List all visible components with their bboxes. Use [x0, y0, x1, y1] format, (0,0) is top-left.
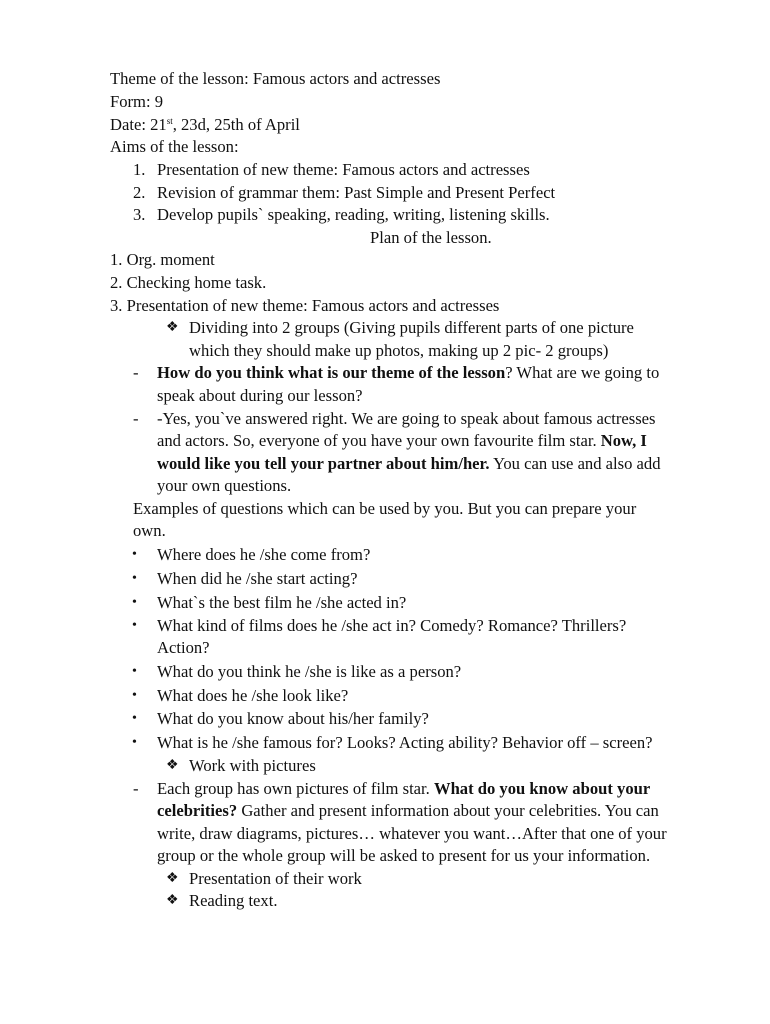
activity-item-continued: which they should make up photos, making up 2 pic- 2 groups) — [189, 341, 609, 360]
diamond-bullet-icon: ❖ — [166, 758, 179, 773]
aim-item: Presentation of new theme: Famous actors and actresses — [157, 160, 530, 179]
question-item-continued: Action? — [157, 638, 210, 657]
plan-step: 3. Presentation of new theme: Famous actors and actresses — [110, 296, 500, 315]
examples-intro: Examples of questions which can be used by you. But you can prepare your — [133, 499, 637, 518]
question-item: What kind of films does he /she act in? Comedy? Romance? Thrillers? — [157, 616, 627, 635]
group-task-line: Each group has own pictures of film star. What do you know about your — [157, 779, 651, 798]
dialog-line: your own questions. — [157, 476, 292, 495]
activity-item: Reading text. — [189, 891, 278, 910]
bullet-icon: • — [132, 711, 137, 726]
activity-item: Presentation of their work — [189, 869, 362, 888]
diamond-bullet-icon: ❖ — [166, 871, 179, 886]
bullet-icon: • — [132, 595, 137, 610]
aims-label: Aims of the lesson: — [110, 137, 239, 156]
bullet-icon: • — [132, 664, 137, 679]
activity-item: Dividing into 2 groups (Giving pupils different parts of one picture — [189, 318, 634, 337]
activity-item: Work with pictures — [189, 756, 316, 775]
dialog-line: How do you think what is our theme of the lesson? What are we going to — [157, 363, 660, 382]
question-item: What does he /she look like? — [157, 686, 349, 705]
aim-item: Revision of grammar them: Past Simple and Present Perfect — [157, 183, 556, 202]
form-line: Form: 9 — [110, 92, 164, 111]
dialog-line: would like you tell your partner about him/her. You can use and also add — [157, 454, 661, 473]
date-line: Date: 21st, 23d, 25th of April — [110, 115, 300, 134]
aim-number: 3. — [133, 205, 146, 224]
question-item: What do you know about his/her family? — [157, 709, 429, 728]
question-item: What is he /she famous for? Looks? Acting ability? Behavior off – screen? — [157, 733, 653, 752]
dash-bullet-icon: - — [133, 779, 139, 798]
group-task-line: write, draw diagrams, pictures… whatever you want…After that one of your — [157, 824, 667, 843]
examples-intro: own. — [133, 521, 166, 540]
plan-step: 2. Checking home task. — [110, 273, 267, 292]
dialog-line: -Yes, you`ve answered right. We are going to speak about famous actresses — [157, 409, 656, 428]
plan-title: Plan of the lesson. — [370, 228, 492, 247]
group-task-line: celebrities? Gather and present information about your celebrities. You can — [157, 801, 659, 820]
diamond-bullet-icon: ❖ — [166, 893, 179, 908]
bullet-icon: • — [132, 618, 137, 633]
question-item: What`s the best film he /she acted in? — [157, 593, 407, 612]
dialog-line: and actors. So, everyone of you have your own favourite film star. Now, I — [157, 431, 647, 450]
bullet-icon: • — [132, 571, 137, 586]
plan-step: 1. Org. moment — [110, 250, 215, 269]
diamond-bullet-icon: ❖ — [166, 320, 179, 335]
dash-bullet-icon: - — [133, 363, 139, 382]
bullet-icon: • — [132, 688, 137, 703]
aim-number: 2. — [133, 183, 146, 202]
question-item: Where does he /she come from? — [157, 545, 371, 564]
dash-bullet-icon: - — [133, 409, 139, 428]
question-item: When did he /she start acting? — [157, 569, 358, 588]
aim-item: Develop pupils` speaking, reading, writing, listening skills. — [157, 205, 550, 224]
group-task-line: group or the whole group will be asked to present for us your information. — [157, 846, 651, 865]
dialog-line: speak about during our lesson? — [157, 386, 363, 405]
bullet-icon: • — [132, 547, 137, 562]
bullet-icon: • — [132, 735, 137, 750]
theme-line: Theme of the lesson: Famous actors and actresses — [110, 69, 441, 88]
question-item: What do you think he /she is like as a person? — [157, 662, 462, 681]
aim-number: 1. — [133, 160, 146, 179]
